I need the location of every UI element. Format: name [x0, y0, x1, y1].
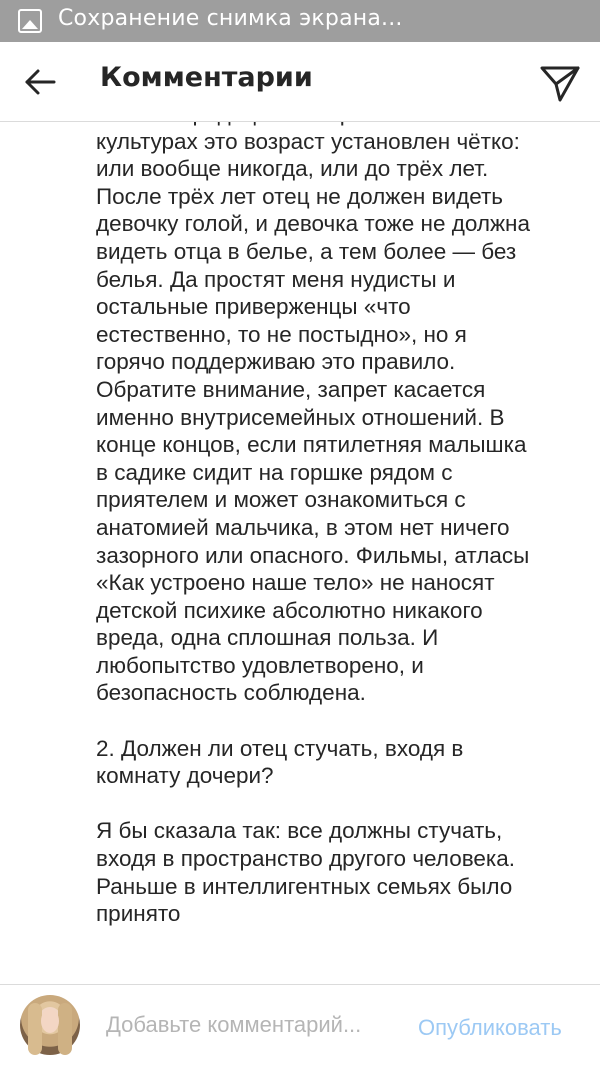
comment-scroll-area[interactable]	[0, 122, 600, 984]
notification-text: Сохранение снимка экрана...	[58, 6, 403, 31]
image-icon	[18, 9, 42, 33]
send-button[interactable]	[538, 62, 582, 106]
avatar[interactable]	[20, 995, 80, 1055]
arrow-left-icon	[20, 62, 60, 102]
status-bar	[0, 0, 600, 42]
comment-paragraph: Я бы сказала так: все должны стучать, входя в пространство другого человека. Раньше в интеллигентных семьях было принято	[96, 818, 516, 927]
page-title: Комментарии	[100, 62, 313, 93]
paragraph-gap	[96, 790, 536, 818]
comment-paragraph: 2. Должен ли отец стучать, входя в комнату дочери?	[96, 735, 464, 789]
app-header	[0, 42, 600, 122]
paper-plane-icon	[538, 62, 582, 106]
paragraph-gap	[96, 707, 536, 735]
comment-paragraph: культурах это возраст установлен чётко: или вообще никогда, или до трёх лет. После трёх лет отец не должен видеть девочку голой, и девочка тоже не должна видеть отца в белье, а тем более — без белья. Да простят меня нудисты и остальные приверженцы «что естественно, то не постыдно», но я горячо поддерживаю это правило. Обратите внимание, запрет касается именно внутрисемейных отношений. В конце концов, если пятилетняя малышка в садике сидит на горшке рядом с приятелем и может ознакомиться с анатомией мальчика, в этом нет ничего зазорного или опасного. Фильмы, атласы «Как устроено наше тело» не наносят детской психике абсолютно никакого вреда, одна сплошная польза. И любопытство удовлетворено, и безопасность соблюдена.	[96, 128, 530, 706]
comment-composer	[0, 984, 600, 1065]
comment-input[interactable]	[106, 1007, 406, 1043]
publish-button[interactable]: Опубликовать	[418, 1015, 562, 1040]
back-button[interactable]	[20, 62, 60, 102]
comment-text	[96, 100, 536, 928]
